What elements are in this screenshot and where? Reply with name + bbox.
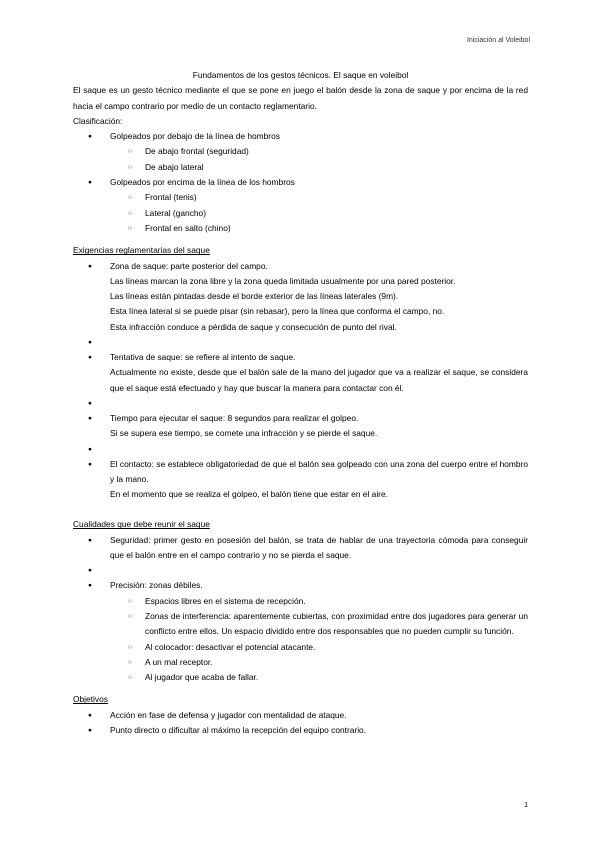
precision-sublist bbox=[110, 594, 528, 686]
item-line: En el momento que se realiza el golpeo, el balón tiene que estar en el aire. bbox=[110, 489, 388, 500]
item-title: ● Seguridad: primer gesto en posesión del balón, se trata de hablar de una trayectoria cómoda para conseguir que el balón entre en el campo contrario y no se pierda el saque. bbox=[110, 534, 528, 561]
list-item: ○ Al jugador que acaba de fallar. bbox=[110, 670, 528, 685]
item-line: Si se supera ese tiempo, se comete una infracción y se pierde el saque. bbox=[110, 428, 378, 439]
classification-group-title: Golpeados por encima de la línea de los hombros bbox=[110, 177, 295, 188]
item-title: ● Zona de saque: parte posterior del campo. bbox=[110, 260, 268, 271]
classification-label: Clasificación: bbox=[73, 115, 123, 126]
list-item: ○ De abajo frontal (seguridad) bbox=[110, 144, 528, 159]
list-item bbox=[73, 533, 528, 564]
item-title: ● Tentativa de saque: se refiere al intento de saque. bbox=[110, 352, 296, 363]
cualidades-list bbox=[73, 533, 528, 686]
list-item: ○ A un mal receptor. bbox=[110, 655, 528, 670]
list-item: ○ Espacios libres en el sistema de recepción. bbox=[110, 594, 528, 609]
document-title: Fundamentos de los gestos técnicos. El saque en voleibol bbox=[192, 70, 409, 80]
list-item bbox=[73, 578, 528, 685]
list-item bbox=[73, 411, 528, 442]
list-item bbox=[73, 350, 528, 396]
list-item: ○ Frontal (tenis) bbox=[110, 190, 528, 205]
section-heading-exigencias: Exigencias reglamentarias del saque bbox=[73, 245, 210, 256]
item-line: Las líneas marcan la zona libre y la zona queda limitada usualmente por una pared posterior. bbox=[110, 275, 456, 286]
list-item: ○ Al colocador: desactivar el potencial atacante. bbox=[110, 640, 528, 655]
running-header: Iniciación al Voleibol bbox=[466, 37, 530, 44]
item-title: ● Precisión: zonas débiles. bbox=[110, 580, 203, 591]
item-line: Esta línea lateral si se puede pisar (sin rebasar), pero la línea que conforma el campo, no. bbox=[110, 306, 445, 317]
list-item: ● Acción en fase de defensa y jugador con mentalidad de ataque. bbox=[73, 708, 528, 723]
list-item bbox=[73, 175, 528, 236]
objetivos-list bbox=[73, 708, 528, 739]
item-line: Las líneas están pintadas desde el borde exterior de las líneas laterales (9m). bbox=[110, 291, 399, 302]
intro-paragraph: El saque es un gesto técnico mediante el que se pone en juego el balón desde la zona de saque y por encima de la red hacia el campo contrario por medio de un contacto reglamentario. bbox=[73, 85, 528, 111]
list-item: ● Punto directo o dificultar al máximo la recepción del equipo contrario. bbox=[73, 723, 528, 738]
list-item bbox=[73, 457, 528, 503]
item-title: ● Tiempo para ejecutar el saque: 8 segundos para realizar el golpeo. bbox=[110, 412, 359, 423]
document-body bbox=[73, 68, 528, 738]
section-heading-cualidades: Cualidades que debe reunir el saque bbox=[73, 519, 210, 530]
classification-sublist bbox=[110, 190, 528, 236]
classification-list bbox=[73, 129, 528, 236]
exigencias-list bbox=[73, 259, 528, 503]
item-line: Esta infracción conduce a pérdida de saque y consecución de punto del rival. bbox=[110, 321, 397, 332]
list-item: ○ Lateral (gancho) bbox=[110, 206, 528, 221]
list-item: ○ Frontal en salto (chino) bbox=[110, 221, 528, 236]
item-title: ● El contacto: se establece obligatoriedad de que el balón sea golpeado con una zona del cuerpo entre el hombro y la mano. bbox=[110, 458, 528, 484]
classification-sublist bbox=[110, 144, 528, 175]
page-number: 1 bbox=[524, 802, 528, 809]
section-heading-objetivos: Objetivos bbox=[73, 694, 108, 705]
classification-group-title: Golpeados por debajo de la línea de hombros bbox=[110, 131, 280, 142]
list-item: ○ Zonas de interferencia: aparentemente cubiertas, con proximidad entre dos jugadores para generar un conflicto entre ellos. Un espacio dividido entre dos responsables que no pueden cumplir su función. bbox=[110, 609, 528, 640]
list-item bbox=[73, 259, 528, 335]
item-line: Actualmente no existe, desde que el balón sale de la mano del jugador que va a realizar el saque, se considera que el saque está efectuado y hay que buscar la manera para contactar con él. bbox=[110, 367, 528, 393]
list-item: ○ De abajo lateral bbox=[110, 160, 528, 175]
list-item bbox=[73, 129, 528, 175]
